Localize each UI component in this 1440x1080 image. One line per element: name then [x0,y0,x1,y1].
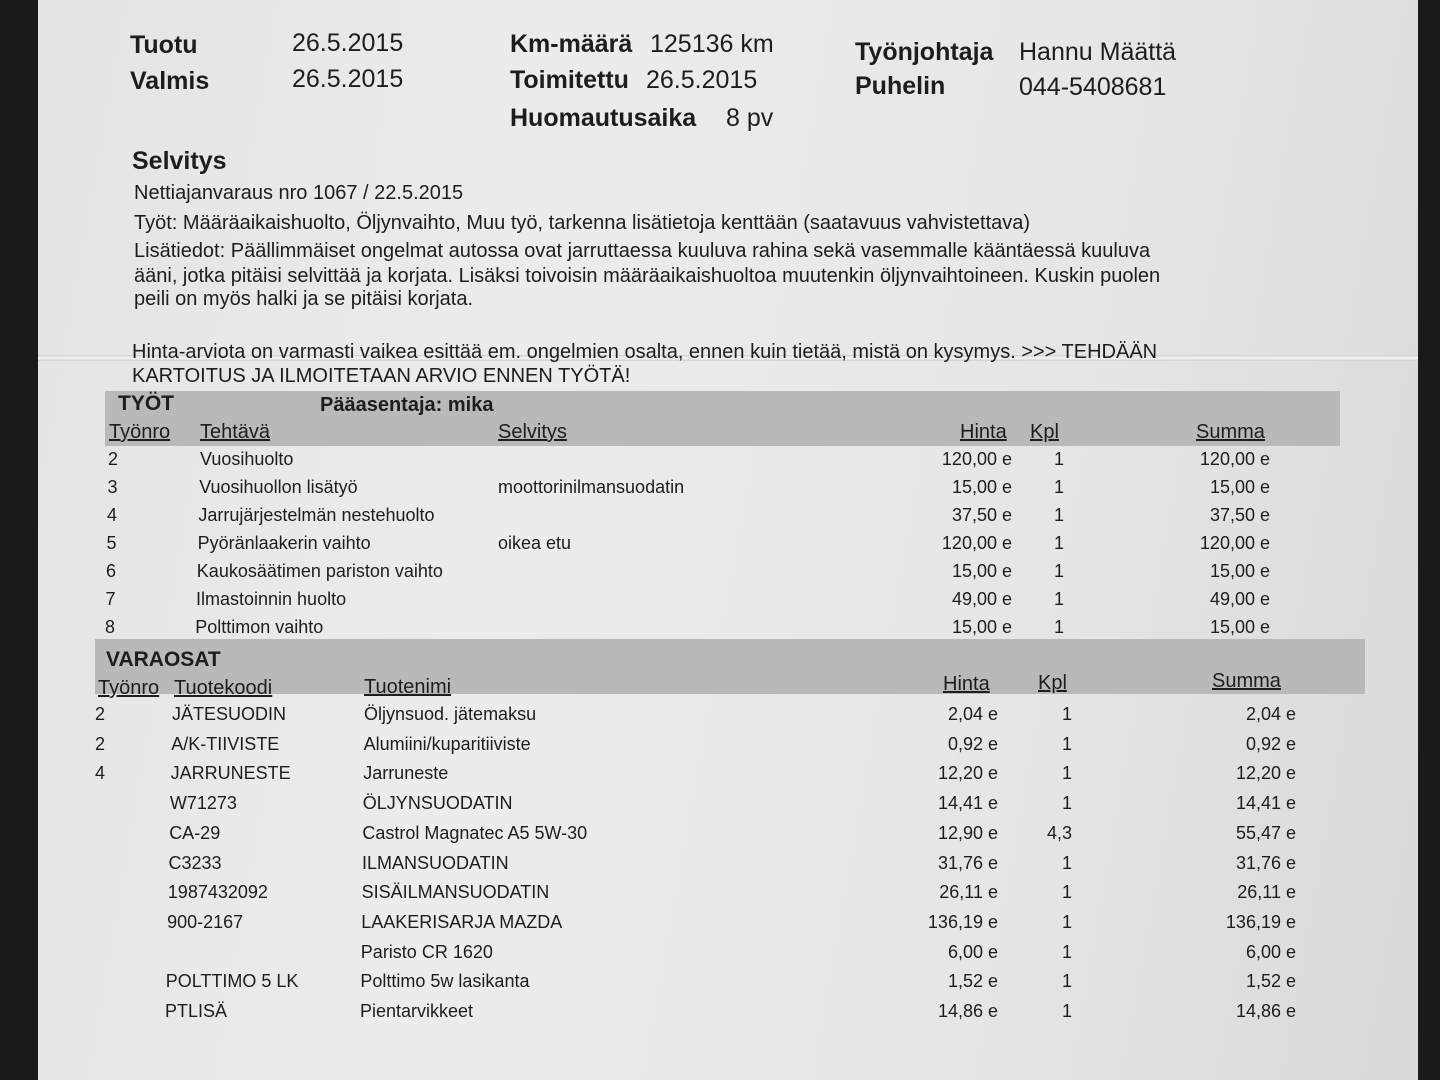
tyot-cell-nro: 6 [106,561,117,581]
tyot-cell-desc: oikea etu [498,533,572,553]
selvitys-line: Hinta-arviota on varmasti vaikea esittää em. ongelmien osalta, ennen kuin tietää, mistä on kysymys. >>> TEHDÄÄN [132,341,1158,363]
varaosat-col-price: Hinta [943,673,990,695]
varaosat-cell-name: Castrol Magnatec A5 5W-30 [362,822,588,843]
tyot-cell-task: Polttimon vaihto [195,617,324,637]
varaosat-title: VARAOSAT [106,648,221,671]
selvitys-line: KARTOITUS JA ILMOITETAAN ARVIO ENNEN TYÖTÄ! [132,365,631,387]
varaosat-cell-code: 1987432092 [167,882,268,903]
varaosat-cell-sum: 136,19 e [1225,911,1296,932]
varaosat-cell-price: 6,00 e [947,941,998,962]
km-value: 125136 km [650,30,774,58]
valmis-label: Valmis [130,67,210,95]
tyot-col-price: Hinta [960,421,1007,443]
tyot-cell-task: Pyöränlaakerin vaihto [197,533,371,553]
varaosat-cell-code: POLTTIMO 5 LK [165,971,299,992]
varaosat-cell-name: Pientarvikkeet [360,1001,474,1021]
varaosat-cell-price: 31,76 e [937,852,998,873]
varaosat-cell-name: Alumiini/kuparitiiviste [363,733,531,754]
varaosat-col-qty: Kpl [1038,672,1067,694]
tyot-cell-price: 15,00 e [951,561,1012,581]
varaosat-cell-price: 12,90 e [937,822,998,843]
varaosat-cell-sum: 14,86 e [1235,1001,1296,1021]
tyot-cell-qty: 1 [1053,533,1064,553]
tyot-title: TYÖT [118,392,174,415]
selvitys-line: ääni, jotka pitäisi selvittää ja korjata. Lisäksi toivoisin määräaikaishuoltoa muutenkin öljynvaihtoineen. Kuskin puolen [134,265,1161,287]
tyot-cell-desc: moottorinilmansuodatin [498,477,685,497]
varaosat-cell-name: Polttimo 5w lasikanta [360,971,530,992]
tyonjohtaja-value: Hannu Määttä [1019,38,1177,66]
varaosat-cell-nro: 2 [95,733,106,754]
tyot-cell-nro: 3 [107,477,118,497]
tyot-cell-nro: 7 [105,589,116,609]
varaosat-cell-code: A/K-TIIVISTE [171,733,280,754]
toimitettu-value: 26.5.2015 [646,66,758,94]
selvitys-line: peili on myös halki ja se pitäisi korjata. [134,288,474,310]
varaosat-cell-code: PTLISÄ [165,1001,228,1021]
tyot-cell-sum: 37,50 e [1209,505,1270,525]
tyot-cell-price: 120,00 e [941,533,1012,553]
varaosat-cell-price: 14,41 e [937,793,998,814]
varaosat-cell-qty: 1 [1061,793,1072,814]
tyot-cell-task: Jarrujärjestelmän nestehuolto [198,505,435,525]
tyot-col-task: Tehtävä [200,421,271,443]
valmis-value: 26.5.2015 [292,65,404,93]
varaosat-cell-qty: 1 [1061,882,1072,903]
varaosat-cell-sum: 1,52 e [1245,971,1296,992]
varaosat-col-code: Tuotekoodi [174,677,273,699]
varaosat-cell-qty: 1 [1061,733,1072,754]
varaosat-cell-price: 26,11 e [939,882,998,903]
puhelin-value: 044-5408681 [1019,73,1167,101]
varaosat-cell-price: 12,20 e [937,763,998,784]
varaosat-cell-code: W71273 [169,793,237,814]
varaosat-cell-name: ÖLJYNSUODATIN [362,793,513,814]
tyot-cell-qty: 1 [1053,617,1064,637]
tyot-cell-qty: 1 [1053,561,1064,581]
tyot-cell-qty: 1 [1053,477,1064,497]
varaosat-cell-sum: 55,47 e [1235,822,1296,843]
selvitys-title: Selvitys [132,147,227,175]
varaosat-cell-qty: 1 [1061,704,1072,724]
varaosat-cell-price: 136,19 e [927,911,998,932]
tyot-cell-sum: 49,00 e [1209,589,1270,609]
varaosat-cell-name: ILMANSUODATIN [362,852,509,873]
tyot-col-nro: Työnro [109,421,171,443]
selvitys-line: Nettiajanvaraus nro 1067 / 22.5.2015 [134,182,464,204]
varaosat-cell-name: Jarruneste [363,763,449,784]
tyot-cell-sum: 15,00 e [1209,561,1270,581]
varaosat-cell-name: Paristo CR 1620 [360,941,493,962]
selvitys-line: Lisätiedot: Päällimmäiset ongelmat autossa ovat jarruttaessa kuuluva rahina sekä vasemmalle kääntäessä kuuluva [134,240,1151,262]
toimitettu-label: Toimitettu [510,66,629,94]
tyot-cell-task: Kaukosäätimen pariston vaihto [196,561,443,581]
tyot-cell-sum: 120,00 e [1199,449,1270,469]
tyot-mechanic: Pääasentaja: mika [320,394,494,416]
tyot-cell-sum: 15,00 e [1209,617,1270,637]
tyot-cell-nro: 2 [108,449,119,469]
varaosat-cell-name: Öljynsuod. jätemaksu [364,704,537,724]
tyot-cell-nro: 4 [107,505,118,525]
huomautusaika-label: Huomautusaika [510,104,697,132]
varaosat-cell-code: CA-29 [169,822,221,843]
tyot-col-qty: Kpl [1030,421,1059,443]
varaosat-cell-price: 2,04 e [947,704,998,724]
puhelin-label: Puhelin [855,72,946,100]
varaosat-cell-qty: 1 [1061,911,1072,932]
varaosat-cell-price: 14,86 e [937,1001,998,1021]
tuotu-value: 26.5.2015 [292,29,404,57]
varaosat-cell-qty: 1 [1061,941,1072,962]
tyot-cell-sum: 120,00 e [1199,533,1270,553]
huomautusaika-value: 8 pv [726,104,774,132]
tyot-col-sum: Summa [1196,421,1265,443]
varaosat-cell-qty: 1 [1061,852,1072,873]
varaosat-col-nro: Työnro [98,677,160,699]
varaosat-cell-price: 0,92 e [947,733,998,754]
tyot-cell-sum: 15,00 e [1209,477,1270,497]
varaosat-cell-name: SISÄILMANSUODATIN [361,882,550,903]
tyot-cell-price: 37,50 e [951,505,1012,525]
tyot-cell-price: 15,00 e [951,477,1012,497]
tyot-header-bar [105,391,1340,446]
tyot-cell-task: Vuosihuolto [200,449,294,469]
varaosat-cell-qty: 1 [1061,1001,1072,1021]
tyot-cell-qty: 1 [1053,505,1064,525]
varaosat-cell-qty: 1 [1061,971,1072,992]
varaosat-cell-nro: 2 [95,704,106,724]
varaosat-cell-sum: 6,00 e [1245,941,1296,962]
varaosat-header-bar [95,639,1365,694]
tyot-cell-price: 49,00 e [951,589,1012,609]
varaosat-cell-qty: 1 [1061,763,1072,784]
varaosat-cell-code: JÄTESUODIN [172,704,287,724]
tyot-cell-task: Vuosihuollon lisätyö [199,477,358,497]
varaosat-cell-sum: 0,92 e [1245,733,1296,754]
varaosat-cell-price: 1,52 e [947,971,998,992]
varaosat-cell-sum: 31,76 e [1235,852,1296,873]
varaosat-cell-sum: 14,41 e [1235,793,1296,814]
varaosat-cell-code: 900-2167 [167,911,244,932]
varaosat-cell-sum: 12,20 e [1235,763,1296,784]
varaosat-cell-nro: 4 [95,763,106,784]
tyot-cell-price: 120,00 e [941,449,1012,469]
varaosat-col-name: Tuotenimi [364,676,452,698]
varaosat-cell-sum: 2,04 e [1245,704,1296,724]
tyonjohtaja-label: Työnjohtaja [855,38,994,66]
selvitys-line: Työt: Määräaikaishuolto, Öljynvaihto, Muu työ, tarkenna lisätietoja kenttään (saatavuus vahvistettava) [134,212,1031,234]
tyot-cell-qty: 1 [1053,589,1064,609]
varaosat-cell-sum: 26,11 e [1237,882,1296,903]
varaosat-cell-qty: 4,3 [1046,822,1072,843]
tyot-cell-price: 15,00 e [951,617,1012,637]
tuotu-label: Tuotu [130,31,198,59]
varaosat-col-sum: Summa [1212,670,1281,692]
km-label: Km-määrä [510,30,633,58]
varaosat-cell-name: LAAKERISARJA MAZDA [361,911,563,932]
tyot-col-desc: Selvitys [498,421,567,443]
tyot-cell-qty: 1 [1053,449,1064,469]
tyot-cell-task: Ilmastoinnin huolto [196,589,347,609]
varaosat-cell-code: JARRUNESTE [170,763,291,784]
tyot-cell-nro: 8 [105,617,116,637]
tyot-cell-nro: 5 [106,533,117,553]
varaosat-cell-code: C3233 [168,852,222,873]
